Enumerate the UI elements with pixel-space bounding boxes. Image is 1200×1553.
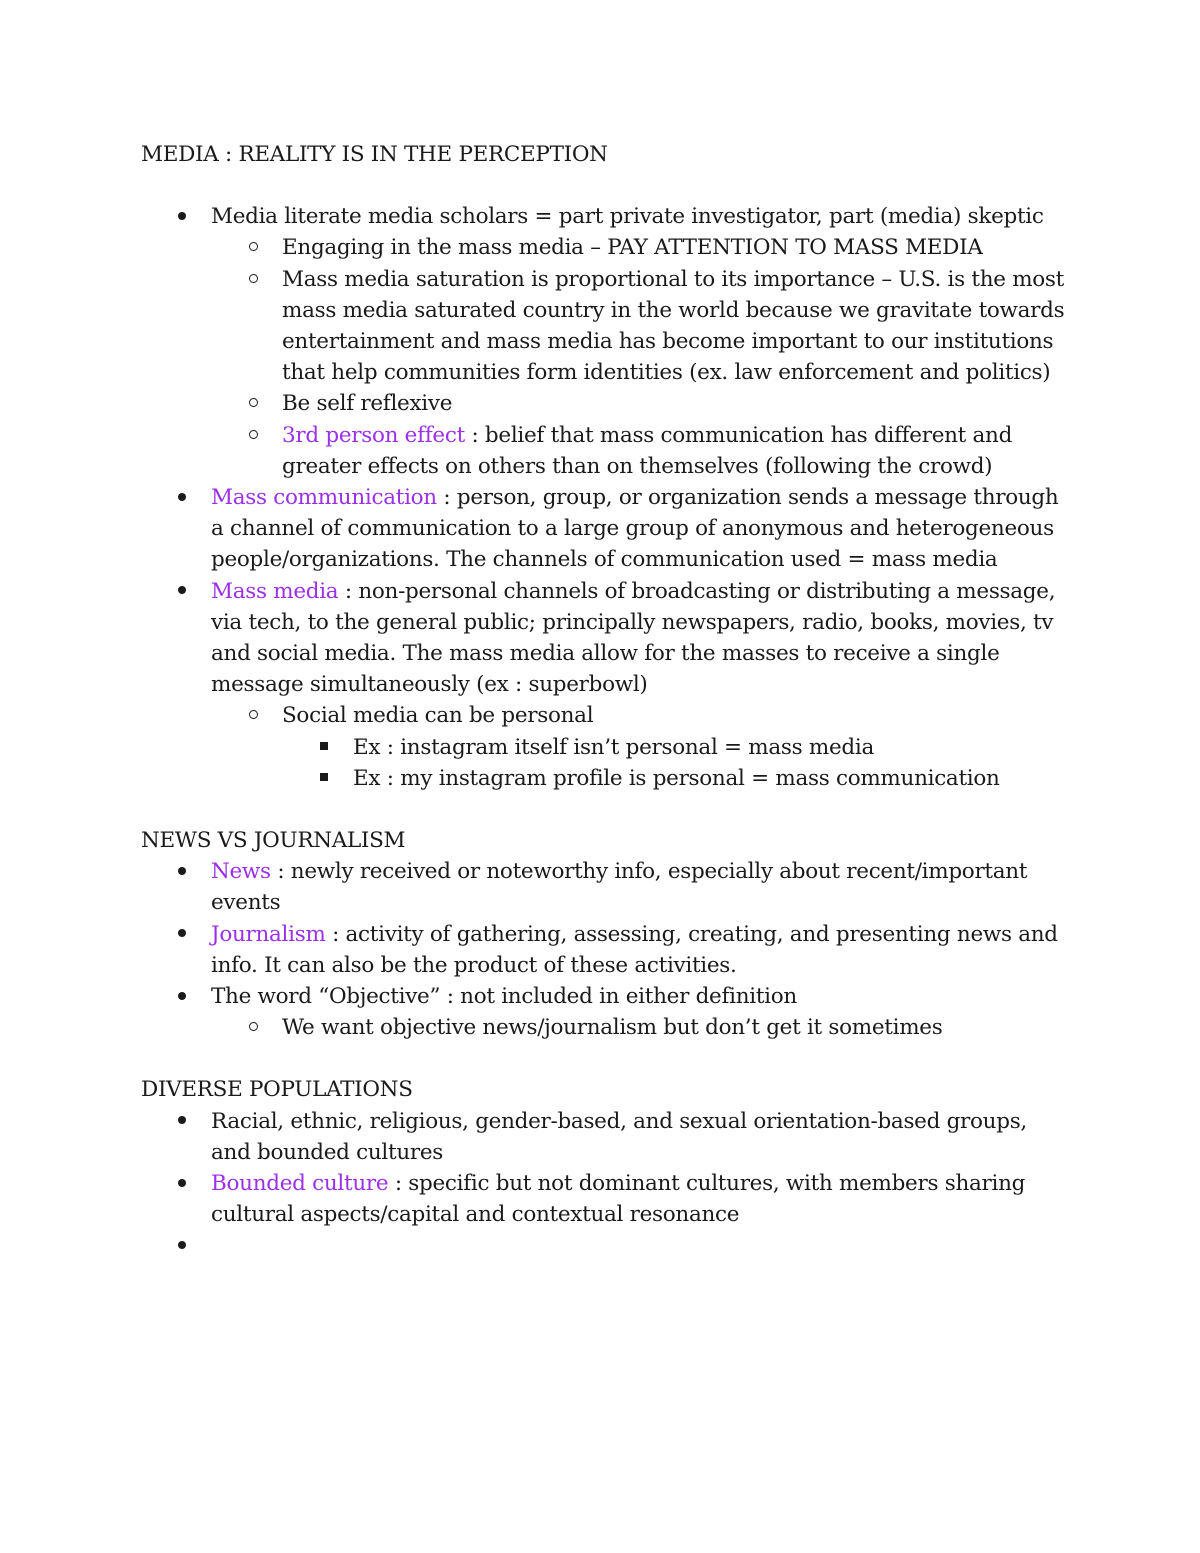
item-text: : specific but not dominant cultures, with members sharing cultural aspects/capital and contextual resonance <box>211 1171 1026 1228</box>
section-news-vs-journalism <box>141 825 1071 1043</box>
list-item <box>141 700 1071 731</box>
bullet-circle-icon <box>243 232 263 263</box>
list-item <box>141 576 1071 701</box>
section-media <box>141 139 1071 794</box>
bullet-dot-icon <box>172 201 192 232</box>
item-text: Ex : my instagram profile is personal = mass communication <box>353 765 1000 791</box>
list-item <box>141 264 1071 389</box>
list-item <box>141 1106 1071 1168</box>
bullet-dot-icon <box>172 482 192 513</box>
bullet-dot-icon <box>172 981 192 1012</box>
bullet-list <box>141 1106 1071 1262</box>
item-text: Engaging in the mass media – PAY ATTENTION TO MASS MEDIA <box>282 235 983 261</box>
item-text: : activity of gathering, assessing, creating, and presenting news and info. It can also be the product of these activities. <box>211 921 1058 978</box>
item-text: Mass media saturation is proportional to its importance – U.S. is the most mass media saturated country in the world because we gravitate towards entertainment and mass media has become important to our institutions that help communities form identities (ex. law enforcement and politics) <box>282 266 1065 386</box>
section-heading: MEDIA : REALITY IS IN THE PERCEPTION <box>141 142 608 167</box>
list-item <box>141 388 1071 419</box>
bullet-list <box>141 856 1071 1043</box>
bullet-circle-icon <box>243 1012 263 1043</box>
list-item <box>141 1231 1071 1262</box>
bullet-dot-icon <box>172 576 192 607</box>
document-content <box>141 139 1071 1262</box>
bullet-circle-icon <box>243 700 263 731</box>
list-item <box>141 420 1071 482</box>
bullet-dot-icon <box>172 856 192 887</box>
item-text: : newly received or noteworthy info, especially about recent/important events <box>211 859 1028 916</box>
bullet-dot-icon <box>172 919 192 950</box>
bullet-square-icon <box>314 732 334 763</box>
term-highlight: News <box>211 859 271 885</box>
bullet-dot-icon <box>172 1168 192 1199</box>
item-text: Social media can be personal <box>282 703 594 729</box>
bullet-circle-icon <box>243 264 263 295</box>
list-item <box>141 856 1071 918</box>
item-text: : belief that mass communication has different and greater effects on others than on themselves (following the crowd) <box>282 422 1013 479</box>
section-heading: NEWS VS JOURNALISM <box>141 828 406 854</box>
term-highlight: Mass communication <box>211 485 437 511</box>
item-text: Media literate media scholars = part private investigator, part (media) skeptic <box>211 204 1044 230</box>
bullet-list <box>141 201 1071 794</box>
list-item <box>141 201 1071 232</box>
list-item <box>141 732 1071 763</box>
bullet-dot-icon <box>172 1231 192 1262</box>
list-item <box>141 981 1071 1012</box>
term-highlight: Mass media <box>211 578 339 604</box>
item-text: Racial, ethnic, religious, gender-based, and sexual orientation-based groups, and bounded cultures <box>211 1108 1027 1165</box>
list-item <box>141 482 1071 576</box>
bullet-square-icon <box>314 763 334 794</box>
list-item <box>141 1168 1071 1230</box>
item-text: Ex : instagram itself isn’t personal = mass media <box>353 734 874 760</box>
term-highlight: Journalism <box>211 921 326 947</box>
bullet-circle-icon <box>243 388 263 419</box>
list-item <box>141 919 1071 981</box>
item-text: : non-personal channels of broadcasting or distributing a message, via tech, to the general public; principally newspapers, radio, books, movies, tv and social media. The mass media allow for the masses to receive a single message simultaneously (ex : superbowl) <box>211 578 1056 698</box>
section-heading: DIVERSE POPULATIONS <box>141 1077 413 1103</box>
item-text: : person, group, or organization sends a message through a channel of communication to a large group of anonymous and heterogeneous people/organizations. The channels of communication used = mass media <box>211 485 1059 573</box>
term-highlight: 3rd person effect <box>282 422 465 448</box>
item-text: We want objective news/journalism but don’t get it sometimes <box>282 1015 943 1041</box>
item-text: Be self reflexive <box>282 391 453 417</box>
bullet-circle-icon <box>243 420 263 451</box>
section-diverse-populations <box>141 1074 1071 1261</box>
list-item <box>141 763 1071 794</box>
term-highlight: Bounded culture <box>211 1171 389 1197</box>
item-text: The word “Objective” : not included in either definition <box>211 984 797 1010</box>
bullet-dot-icon <box>172 1106 192 1137</box>
list-item <box>141 232 1071 263</box>
list-item <box>141 1012 1071 1043</box>
